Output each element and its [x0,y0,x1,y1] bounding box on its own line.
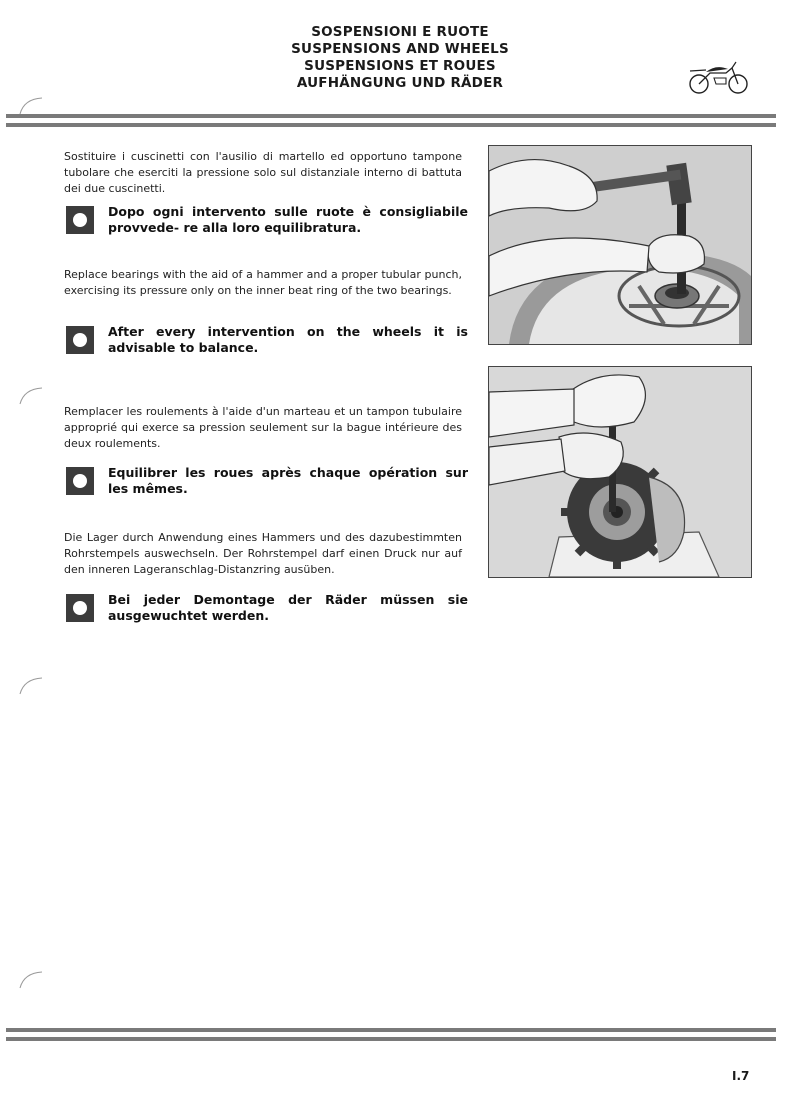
page-header [200,24,600,92]
binding-mark [18,386,44,406]
paragraph-fr: Remplacer les roulements à l'aide d'un marteau et un tampon tubulaire approprié qui exerce sa pression seulement sur la bague intérieure des deux roulements. [64,405,462,450]
note-icon [66,594,94,622]
note-text-de: Bei jeder Demontage der Räder müssen sie ausgewuchtet werden. [108,592,468,623]
title-en: SUSPENSIONS AND WHEELS [291,41,509,57]
note-text-it: Dopo ogni intervento sulle ruote è consigliabile provvede- re alla loro equilibratura. [108,204,468,235]
photo-sprocket-bearing [488,366,752,578]
note-text-en: After every intervention on the wheels it is advisable to balance. [108,324,468,355]
top-rule-2 [6,123,776,127]
binding-mark [18,676,44,696]
page-number: I.7 [732,1069,750,1083]
note-en [66,324,468,356]
title-it: SOSPENSIONI E RUOTE [311,24,489,40]
binding-mark [18,96,44,116]
note-it [66,204,468,236]
note-icon [66,326,94,354]
note-icon [66,206,94,234]
binding-mark [18,970,44,990]
title-de: AUFHÄNGUNG UND RÄDER [296,75,504,91]
note-text-fr: Equilibrer les roues après chaque opération sur les mêmes. [108,465,468,496]
motorcycle-icon [686,56,750,98]
bottom-rule-2 [6,1037,776,1041]
photo-hammer-bearing [488,145,752,345]
top-rule [6,114,776,118]
note-de [66,592,468,624]
title-fr: SUSPENSIONS ET ROUES [304,58,496,74]
paragraph-it: Sostituire i cuscinetti con l'ausilio di martello ed opportuno tampone tubolare che eserciti la pressione solo sul distanziale interno di battuta dei due cuscinetti. [64,150,462,195]
note-icon [66,467,94,495]
paragraph-de: Die Lager durch Anwendung eines Hammers und des dazubestimmten Rohrstempels auswechseln. Der Rohrstempel darf einen Druck nur auf den inneren Lageranschlag-Distanzring ausüben. [64,531,462,576]
bottom-rule [6,1028,776,1032]
paragraph-en: Replace bearings with the aid of a hammer and a proper tubular punch, exercising its pressure only on the inner beat ring of the two bearings. [64,268,462,297]
note-fr [66,465,468,497]
